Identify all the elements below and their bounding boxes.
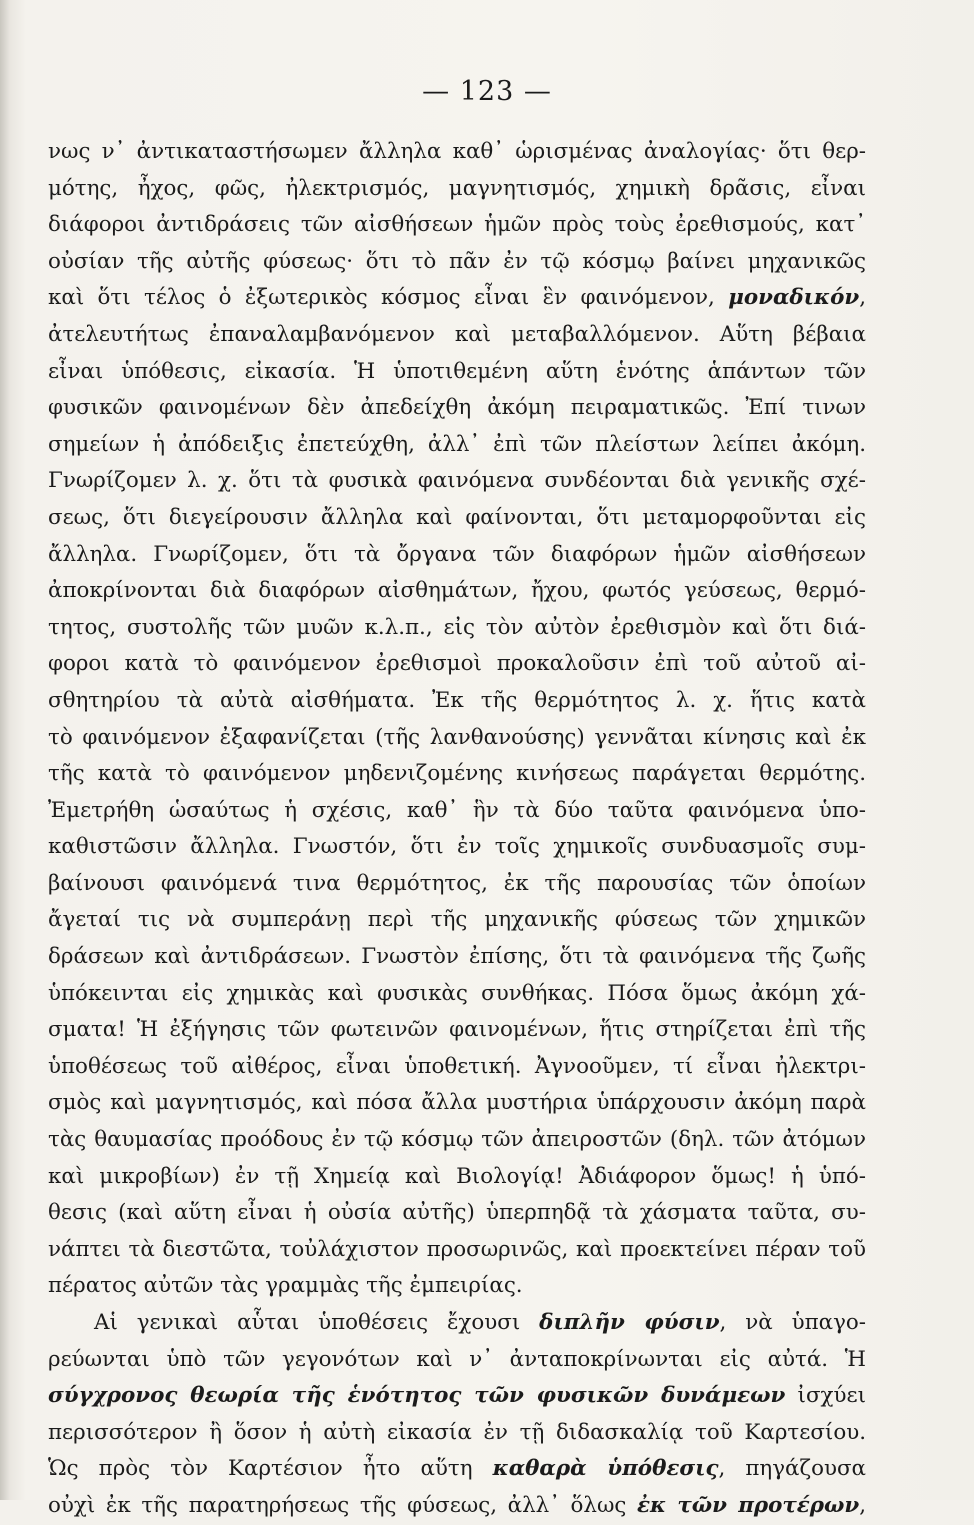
text-line: Γνωρίζομεν λ. χ. ὅτι τὰ φυσικὰ φαινόμενα συνδέονται διὰ γενικῆς σχέ- bbox=[48, 468, 866, 494]
text-line: σεως, ὅτι διεγείρουσιν ἄλληλα καὶ φαίνονται, ὅτι μεταμορφοῦνται εἰς bbox=[48, 504, 866, 530]
text-segment: ἰσχύει bbox=[785, 1383, 866, 1409]
text-line: ὑπόκεινται εἰς χημικὰς καὶ φυσικὰς συνθήκας. Πόσα ὅμως ἀκόμη χά- bbox=[48, 980, 866, 1006]
emphasized-text: διπλῆν φύσιν bbox=[539, 1310, 720, 1335]
text-segment: , bbox=[859, 285, 866, 311]
text-line: οὐσίαν τῆς αὐτῆς φύσεως· ὅτι τὸ πᾶν ἐν τῷ κόσμῳ βαίνει μηχανικῶς bbox=[48, 248, 866, 274]
text-line: ἄγεταί τις νὰ συμπεράνῃ περὶ τῆς μηχανικῆς φύσεως τῶν χημικῶν bbox=[48, 907, 866, 933]
text-line: ἀτελευτήτως ἐπαναλαμβανόμενον καὶ μεταβαλλόμενον. Αὕτη βέβαια bbox=[48, 321, 866, 347]
text-line: σματα! Ἡ ἐξήγησις τῶν φωτεινῶν φαινομένων, ἥτις στηρίζεται ἐπὶ τῆς bbox=[48, 1017, 866, 1043]
text-line: Ἐμετρήθη ὡσαύτως ἡ σχέσις, καθ᾽ ἣν τὰ δύο ταῦτα φαινόμενα ὑπο- bbox=[48, 797, 866, 823]
text-line: ἄλληλα. Γνωρίζομεν, ὅτι τὰ ὄργανα τῶν διαφόρων ἡμῶν αἰσθήσεων bbox=[48, 541, 866, 567]
text-line: νάπτει τὰ διεστῶτα, τοὐλάχιστον προσωρινῶς, καὶ προεκτείνει πέραν τοῦ bbox=[48, 1236, 866, 1262]
text-line: πέρατος αὐτῶν τὰς γραμμὰς τῆς ἐμπειρίας. bbox=[48, 1273, 523, 1299]
text-line: καὶ μικροβίων) ἐν τῇ Χημείᾳ καὶ Βιολογίᾳ! Ἀδιάφορον ὅμως! ἡ ὑπό- bbox=[48, 1163, 866, 1189]
text-line: δράσεων καὶ ἀντιδράσεων. Γνωστὸν ἐπίσης, ὅτι τὰ φαινόμενα τῆς ζωῆς bbox=[48, 944, 866, 970]
text-line bbox=[48, 280, 866, 317]
text-line: ὑποθέσεως τοῦ αἰθέρος, εἶναι ὑποθετική. Ἀγνοοῦμεν, τί εἶναι ἠλεκτρι- bbox=[48, 1053, 866, 1079]
text-line: τητος, συστολῆς τῶν μυῶν κ.λ.π., εἰς τὸν αὐτὸν ἐρεθισμὸν καὶ ὅτι διά- bbox=[48, 614, 866, 640]
emphasized-text: ἐκ τῶν προτέρων bbox=[637, 1492, 860, 1518]
text-segment: , bbox=[859, 1492, 866, 1518]
text-segment: , νὰ ὑπαγο- bbox=[719, 1310, 866, 1335]
emphasized-text: μοναδικόν bbox=[728, 285, 860, 311]
text-line: σμὸς καὶ μαγνητισμός, καὶ πόσα ἄλλα μυστήρια ὑπάρχουσιν ἀκόμη παρὰ bbox=[48, 1090, 866, 1116]
text-segment: καὶ ὅτι τέλος ὁ ἐξωτερικὸς κόσμος εἶναι ἓν φαινόμενον, bbox=[48, 285, 729, 311]
text-line: τῆς κατὰ τὸ φαινόμενον μηδενιζομένης κινήσεως παράγεται θερμότης. bbox=[48, 761, 866, 787]
text-line: τὸ φαινόμενον ἐξαφανίζεται (τῆς λανθανούσης) γεννᾶται κίνησις καὶ ἐκ bbox=[48, 724, 866, 750]
text-line: βαίνουσι φαινόμενά τινα θερμότητος, ἐκ τῆς παρουσίας τῶν ὁποίων bbox=[48, 870, 866, 896]
page-number: — 123 — bbox=[422, 76, 552, 107]
text-line bbox=[48, 1378, 866, 1415]
text-line: σθητηρίου τὰ αὐτὰ αἰσθήματα. Ἐκ τῆς θερμότητος λ. χ. ἥτις κατὰ bbox=[48, 687, 866, 713]
emphasized-text: σύγχρονος θεωρία τῆς ἑνότητος τῶν φυσικῶν δυνάμεων bbox=[48, 1383, 786, 1409]
text-line bbox=[48, 1305, 866, 1342]
text-line: θεσις (καὶ αὕτη εἶναι ἡ οὐσία αὐτῆς) ὑπερπηδᾷ τὰ χάσματα ταῦτα, συ- bbox=[48, 1200, 866, 1226]
text-line: εἶναι ὑπόθεσις, εἰκασία. Ἡ ὑποτιθεμένη αὕτη ἑνότης ἁπάντων τῶν bbox=[48, 358, 866, 384]
text-segment: οὐχὶ ἐκ τῆς παρατηρήσεως τῆς φύσεως, ἀλλ᾽ ὅλως bbox=[48, 1492, 638, 1518]
text-segment: Ὡς πρὸς τὸν Καρτέσιον ἦτο αὕτη bbox=[48, 1456, 493, 1482]
text-segment: Αἱ γενικαὶ αὗται ὑποθέσεις ἔχουσι bbox=[94, 1310, 540, 1335]
text-line: φοροι κατὰ τὸ φαινόμενον ἐρεθισμοὶ προκαλοῦσιν ἐπὶ τοῦ αὐτοῦ αἰ- bbox=[48, 651, 866, 677]
text-line: σημείων ἡ ἀπόδειξις ἐπετεύχθη, ἀλλ᾽ ἐπὶ τῶν πλείστων λείπει ἀκόμη. bbox=[48, 431, 866, 457]
text-line: φυσικῶν φαινομένων δὲν ἀπεδείχθη ἀκόμη πειραματικῶς. Ἐπί τινων bbox=[48, 395, 866, 421]
text-line: ρεύωνται ὑπὸ τῶν γεγονότων καὶ ν᾽ ἀνταποκρίνωνται εἰς αὐτά. Ἡ bbox=[48, 1346, 866, 1372]
text-line: ἀποκρίνονται διὰ διαφόρων αἰσθημάτων, ἤχου, φωτός γεύσεως, θερμό- bbox=[48, 578, 866, 604]
text-line: μότης, ἦχος, φῶς, ἠλεκτρισμός, μαγνητισμός, χημικὴ δρᾶσις, εἶναι bbox=[48, 175, 866, 201]
text-line bbox=[48, 1488, 866, 1525]
emphasized-text: καθαρὰ ὑπόθεσις bbox=[492, 1456, 719, 1482]
text-segment: , πηγάζουσα bbox=[718, 1456, 866, 1482]
text-line: διάφοροι ἀντιδράσεις τῶν αἰσθήσεων ἡμῶν πρὸς τοὺς ἐρεθισμούς, κατ᾽ bbox=[48, 212, 866, 238]
text-line: περισσότερον ἢ ὅσον ἡ αὐτὴ εἰκασία ἐν τῇ διδασκαλίᾳ τοῦ Καρτεσίου. bbox=[48, 1419, 866, 1445]
text-line: νως ν᾽ ἀντικαταστήσωμεν ἄλληλα καθ᾽ ὡρισμένας ἀναλογίας· ὅτι θερ- bbox=[48, 139, 866, 164]
body-text bbox=[48, 134, 866, 1525]
text-line bbox=[48, 1451, 866, 1488]
text-line: καθιστῶσιν ἄλληλα. Γνωστόν, ὅτι ἐν τοῖς χημικοῖς συνδυασμοῖς συμ- bbox=[48, 834, 866, 860]
text-line: τὰς θαυμασίας προόδους ἐν τῷ κόσμῳ τῶν ἀπειροστῶν (δηλ. τῶν ἀτόμων bbox=[48, 1127, 866, 1153]
